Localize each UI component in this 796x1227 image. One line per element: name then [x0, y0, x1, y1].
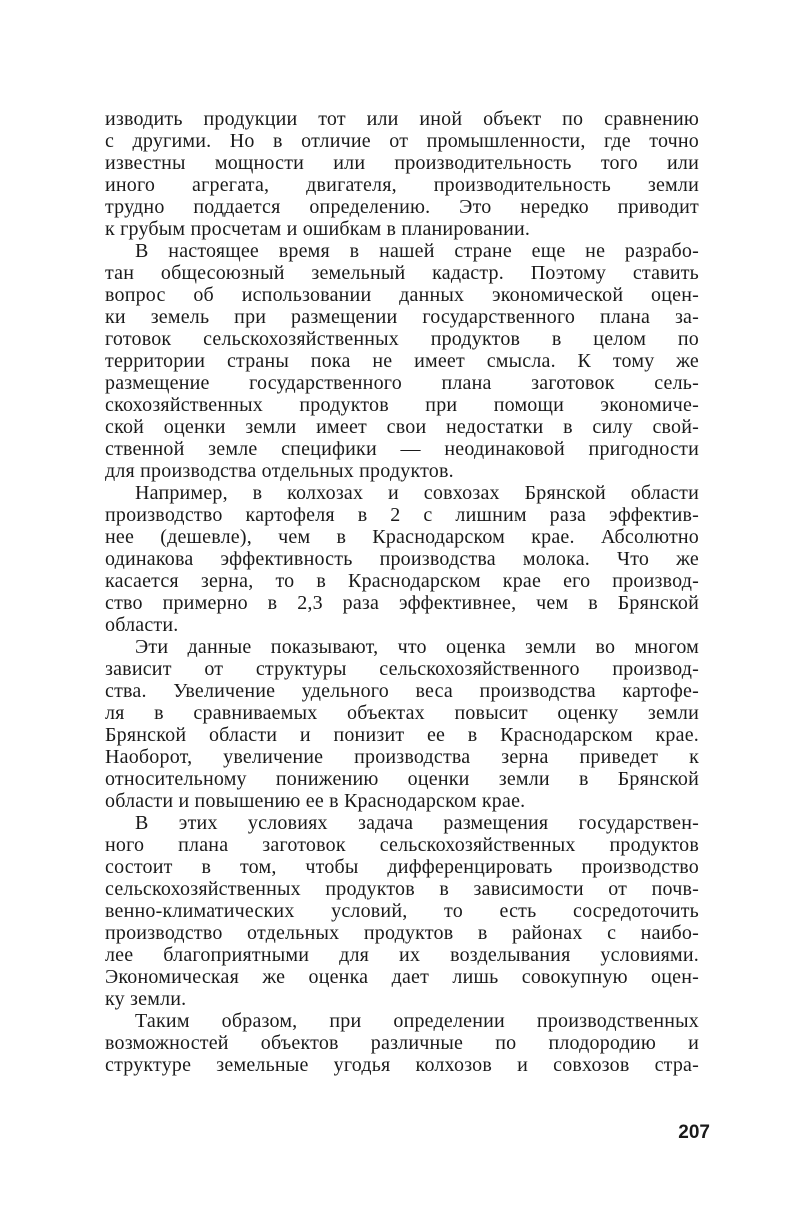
text-line: состоит в том, чтобы дифференцировать производство: [105, 856, 699, 878]
paragraph: [105, 1010, 699, 1076]
text-line: известны мощности или производительность того или: [105, 152, 699, 174]
text-line: к грубым просчетам и ошибкам в планировании.: [105, 218, 531, 240]
text-line: скохозяйственных продуктов при помощи экономиче-: [105, 394, 699, 416]
page-number: 207: [678, 1122, 710, 1143]
page-text-body: [105, 108, 699, 1076]
text-line: территории страны пока не имеет смысла. К тому же: [105, 350, 699, 372]
text-line: структуре земельные угодья колхозов и совхозов стра-: [105, 1054, 699, 1076]
text-line: В этих условиях задача размещения государствен-: [135, 812, 699, 834]
text-line: относительному понижению оценки земли в Брянской: [105, 768, 699, 790]
text-line: сельскохозяйственных продуктов в зависимости от почв-: [105, 878, 699, 900]
text-line: Например, в колхозах и совхозах Брянской области: [135, 482, 699, 504]
paragraph: [105, 108, 699, 240]
text-line: Эти данные показывают, что оценка земли во многом: [135, 636, 699, 658]
paragraph: [105, 482, 699, 636]
text-line: ного плана заготовок сельскохозяйственных продуктов: [105, 834, 699, 856]
paragraph: [105, 636, 699, 812]
text-line: возможностей объектов различные по плодородию и: [105, 1032, 699, 1054]
text-line: готовок сельскохозяйственных продуктов в целом по: [105, 328, 699, 350]
text-line: Наоборот, увеличение производства зерна приведет к: [105, 746, 699, 768]
text-line: с другими. Но в отличие от промышленности, где точно: [105, 130, 699, 152]
text-line: производство картофеля в 2 с лишним раза эффектив-: [105, 504, 699, 526]
text-line: вопрос об использовании данных экономической оцен-: [105, 284, 699, 306]
text-line: производство отдельных продуктов в районах с наибо-: [105, 922, 699, 944]
text-line: ля в сравниваемых объектах повысит оценку земли: [105, 702, 699, 724]
text-line: трудно поддается определению. Это нередко приводит: [105, 196, 699, 218]
text-line: Экономическая же оценка дает лишь совокупную оцен-: [105, 966, 699, 988]
text-line: ства. Увеличение удельного веса производства картофе-: [105, 680, 699, 702]
text-line: области и повышению ее в Краснодарском крае.: [105, 790, 526, 812]
text-line: области.: [105, 614, 179, 636]
text-line: ственной земле специфики — неодинаковой пригодности: [105, 438, 699, 460]
text-line: лее благоприятными для их возделывания условиями.: [105, 944, 699, 966]
text-line: изводить продукции тот или иной объект по сравнению: [105, 108, 699, 130]
paragraph: [105, 812, 699, 1010]
text-line: Таким образом, при определении производственных: [135, 1010, 699, 1032]
text-line: нее (дешевле), чем в Краснодарском крае. Абсолютно: [105, 526, 699, 548]
text-line: ство примерно в 2,3 раза эффективнее, чем в Брянской: [105, 592, 699, 614]
text-line: зависит от структуры сельскохозяйственного производ-: [105, 658, 699, 680]
text-line: иного агрегата, двигателя, производительность земли: [105, 174, 699, 196]
text-line: одинакова эффективность производства молока. Что же: [105, 548, 699, 570]
text-line: ки земель при размещении государственного плана за-: [105, 306, 699, 328]
text-line: размещение государственного плана заготовок сель-: [105, 372, 699, 394]
text-line: ской оценки земли имеет свои недостатки в силу свой-: [105, 416, 699, 438]
text-line: В настоящее время в нашей стране еще не разрабо-: [135, 240, 699, 262]
paragraph: [105, 240, 699, 482]
text-line: ку земли.: [105, 988, 187, 1010]
text-line: касается зерна, то в Краснодарском крае его производ-: [105, 570, 699, 592]
text-line: тан общесоюзный земельный кадастр. Поэтому ставить: [105, 262, 699, 284]
text-line: для производства отдельных продуктов.: [105, 460, 454, 482]
text-line: Брянской области и понизит ее в Краснодарском крае.: [105, 724, 699, 746]
text-line: венно-климатических условий, то есть сосредоточить: [105, 900, 699, 922]
